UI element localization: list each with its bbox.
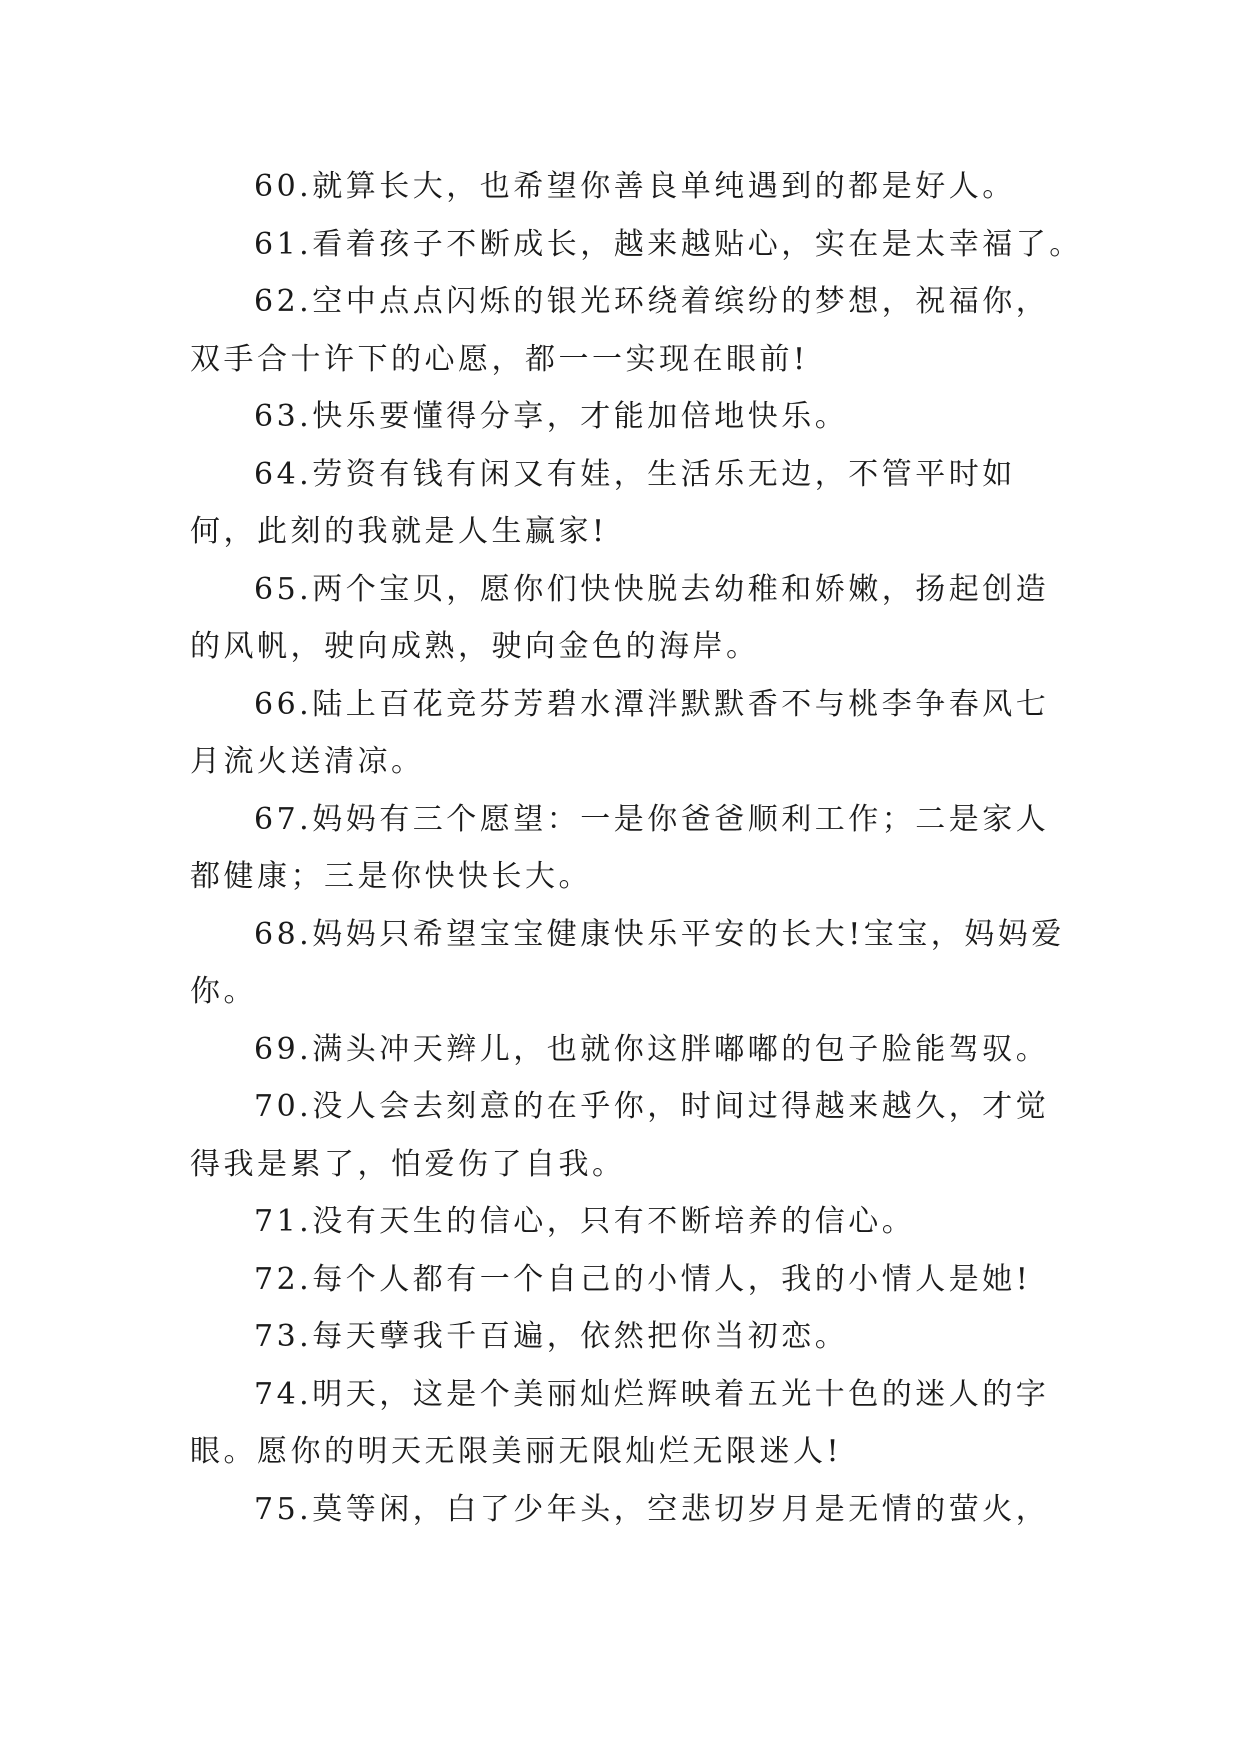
paragraph-62: 62.空中点点闪烁的银光环绕着缤纷的梦想，祝福你，双手合十许下的心愿，都一一实现在眼前! bbox=[190, 284, 1050, 377]
paragraph-70: 70.没人会去刻意的在乎你，时间过得越来越久，才觉得我是累了，怕爱伤了自我。 bbox=[190, 1089, 1050, 1182]
paragraph-74: 74.明天，这是个美丽灿烂辉映着五光十色的迷人的字眼。愿你的明天无限美丽无限灿烂无限迷人! bbox=[190, 1376, 1050, 1469]
paragraph-73: 73.每天孽我千百遍，依然把你当初恋。 bbox=[254, 1319, 849, 1354]
paragraph-71: 71.没有天生的信心，只有不断培养的信心。 bbox=[254, 1204, 916, 1239]
document-body bbox=[190, 158, 1083, 1538]
paragraph-60: 60.就算长大，也希望你善良单纯遇到的都是好人。 bbox=[254, 169, 1016, 204]
paragraph-72: 72.每个人都有一个自己的小情人，我的小情人是她! bbox=[254, 1261, 1032, 1297]
paragraph-69: 69.满头冲天辫儿，也就你这胖嘟嘟的包子脸能驾驭。 bbox=[254, 1031, 1050, 1067]
paragraph-65: 65.两个宝贝，愿你们快快脱去幼稚和娇嫩，扬起创造的风帆，驶向成熟，驶向金色的海岸。 bbox=[190, 571, 1050, 664]
paragraph-61: 61.看着孩子不断成长，越来越贴心，实在是太幸福了。 bbox=[254, 226, 1083, 262]
paragraph-63: 63.快乐要懂得分享，才能加倍地快乐。 bbox=[254, 399, 849, 434]
paragraph-67: 67.妈妈有三个愿望：一是你爸爸顺利工作；二是家人都健康；三是你快快长大。 bbox=[190, 801, 1050, 894]
paragraph-68: 68.妈妈只希望宝宝健康快乐平安的长大!宝宝，妈妈爱你。 bbox=[190, 916, 1065, 1009]
paragraph-75: 75.莫等闲，白了少年头，空悲切岁月是无情的萤火， bbox=[254, 1491, 1050, 1527]
paragraph-66: 66.陆上百花竞芬芳碧水潭泮默默香不与桃李争春风七月流火送清凉。 bbox=[190, 686, 1050, 779]
paragraph-64: 64.劳资有钱有闲又有娃，生活乐无边，不管平时如何，此刻的我就是人生赢家! bbox=[190, 456, 1016, 549]
